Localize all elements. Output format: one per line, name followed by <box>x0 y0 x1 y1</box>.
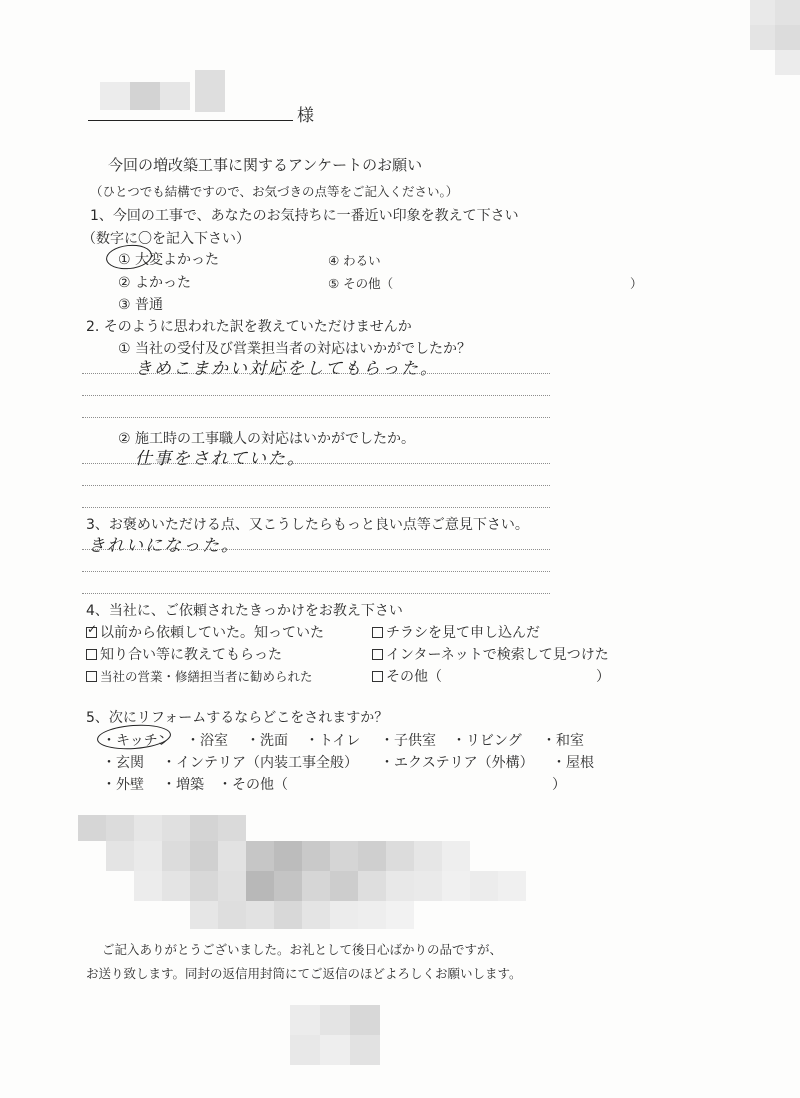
answer-rule <box>82 463 550 464</box>
q5-option-toilet[interactable]: ・トイレ <box>305 733 361 749</box>
q1-question: 1、今回の工事で、あなたのお気持ちに一番近い印象を教えて下さい <box>90 208 519 224</box>
checkbox-icon[interactable] <box>372 671 383 682</box>
q4-option-5[interactable]: 当社の営業・修繕担当者に勧められた <box>86 667 313 685</box>
q2-answer2-handwritten: 仕事をされていた。 <box>135 449 306 469</box>
q1-option-1[interactable]: ① 大変よかった <box>118 252 220 268</box>
checkbox-checked-icon[interactable]: ✓ <box>87 622 98 636</box>
q1-option-3[interactable]: ③ 普通 <box>118 297 164 313</box>
q2-sub2: ② 施工時の工事職人の対応はいかがでしたか。 <box>118 431 415 447</box>
q5-option-kitchen[interactable]: ・キッチン <box>102 733 172 749</box>
answer-rule <box>82 571 550 572</box>
q4-question: 4、当社に、ご依頼されたきっかけをお教え下さい <box>86 603 403 619</box>
q5-option-exterior[interactable]: ・エクステリア（外構） <box>380 755 534 771</box>
answer-rule <box>82 485 550 486</box>
q5-option-japanese-room[interactable]: ・和室 <box>542 733 584 749</box>
q4-option-4[interactable]: インターネットで検索して見つけた <box>372 644 609 664</box>
checkbox-icon[interactable] <box>86 649 97 660</box>
q5-option-outer-wall[interactable]: ・外壁 <box>102 777 144 793</box>
redacted-name <box>100 70 240 122</box>
q4-option-2[interactable]: チラシを見て申し込んだ <box>372 622 540 642</box>
q1-option-5-close: ） <box>630 276 643 291</box>
q1-option-5[interactable]: ⑤ その他（ <box>328 276 394 291</box>
survey-subtitle: （ひとつでも結構ですので、お気づきの点等をご記入ください。） <box>90 184 459 199</box>
answer-rule <box>82 593 550 594</box>
q5-option-extension[interactable]: ・増築 <box>162 777 204 793</box>
checkbox-icon[interactable] <box>372 649 383 660</box>
redacted-company-info <box>78 815 558 930</box>
answer-rule <box>82 417 550 418</box>
q3-question: 3、お褒めいただける点、又こうしたらもっと良い点等ご意見下さい。 <box>86 517 529 533</box>
redacted-mosaic-top-right <box>720 0 800 80</box>
q4-option-1[interactable]: ✓ 以前から依頼していた。知っていた <box>87 622 324 641</box>
q4-option-3[interactable]: 知り合い等に教えてもらった <box>86 644 282 664</box>
q1-instruction: （数字に〇を記入下さい） <box>82 231 250 247</box>
q5-option-roof[interactable]: ・屋根 <box>552 755 594 771</box>
q1-option-2[interactable]: ② よかった <box>118 275 192 291</box>
q3-answer-handwritten: きれいになった。 <box>88 536 240 556</box>
name-underline <box>88 120 293 121</box>
q5-option-living[interactable]: ・リビング <box>452 733 522 749</box>
honorific: 様 <box>297 106 314 126</box>
closing-line-1: ご記入ありがとうございました。お礼として後日心ばかりの品ですが、 <box>102 942 503 957</box>
q5-option-other-close: ） <box>552 777 566 793</box>
answer-rule <box>82 373 550 374</box>
answer-rule <box>82 549 550 550</box>
q2-question: 2. そのように思われた訳を教えていただけませんか <box>86 319 412 335</box>
q5-question: 5、次にリフォームするならどこをされますか？ <box>86 710 389 726</box>
redacted-mosaic-bottom <box>290 1005 400 1065</box>
q4-option-6[interactable]: その他（ <box>372 666 442 686</box>
q5-option-kids-room[interactable]: ・子供室 <box>380 733 436 749</box>
q4-option-6-close: ） <box>596 669 610 685</box>
q5-option-bathroom[interactable]: ・浴室 <box>186 733 228 749</box>
checkbox-icon[interactable] <box>372 627 383 638</box>
q5-option-interior[interactable]: ・インテリア（内装工事全般） <box>162 755 358 771</box>
survey-title: 今回の増改築工事に関するアンケートのお願い <box>108 156 423 174</box>
answer-rule <box>82 395 550 396</box>
q2-sub1: ① 当社の受付及び営業担当者の対応はいかがでしたか？ <box>118 341 471 357</box>
q5-option-washroom[interactable]: ・洗面 <box>246 733 288 749</box>
answer-rule <box>82 507 550 508</box>
q5-option-entrance[interactable]: ・玄関 <box>102 755 144 771</box>
q1-option-4[interactable]: ④ わるい <box>328 253 381 268</box>
q2-answer1-handwritten: きめこまかい対応をしてもらった。 <box>135 359 439 379</box>
q5-option-other[interactable]: ・その他（ <box>218 777 288 793</box>
closing-line-2: お送り致します。同封の返信用封筒にてご返信のほどよろしくお願いします。 <box>86 966 522 981</box>
checkbox-icon[interactable] <box>86 671 97 682</box>
